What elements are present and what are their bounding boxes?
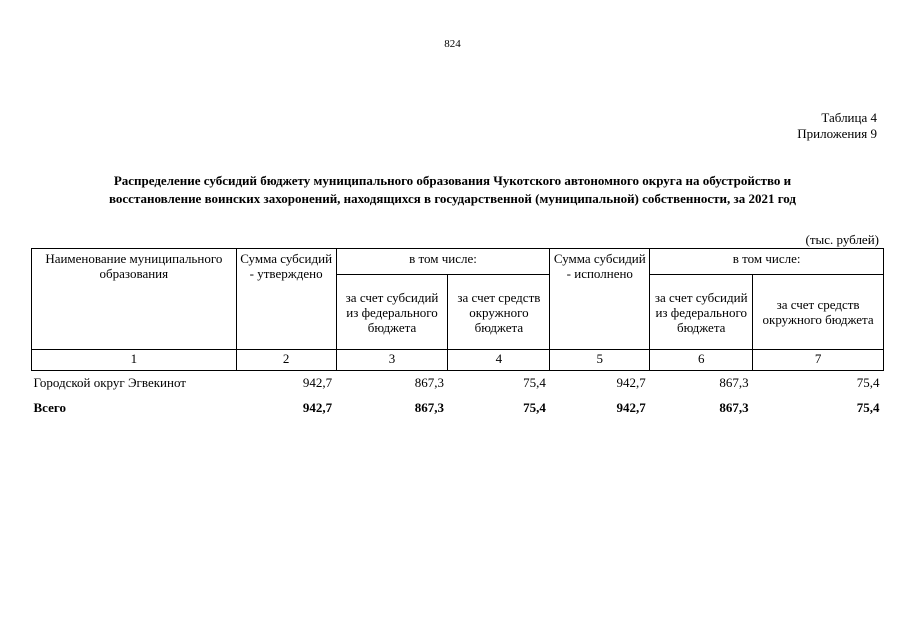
total-name: Всего xyxy=(33,399,66,415)
header-including-approved: в том числе: xyxy=(336,249,550,275)
table-reference xyxy=(797,110,877,142)
column-number-4: 4 xyxy=(448,350,550,371)
total-approved: 942,7 xyxy=(302,399,333,415)
total-executed: 942,7 xyxy=(616,399,646,415)
page-number: 824 xyxy=(444,38,461,50)
row-executed-federal: 867,3 xyxy=(719,374,749,390)
row-executed-district: 75,4 xyxy=(856,374,880,390)
header-approved-district: за счет средств окружного бюджета xyxy=(448,275,550,350)
column-number-1: 1 xyxy=(32,350,237,371)
total-executed-district: 75,4 xyxy=(856,399,880,415)
title-line2: восстановление воинских захоронений, находящихся в государственной (муниципальной) собственности, за 2021 год xyxy=(108,191,796,206)
total-approved-district: 75,4 xyxy=(523,399,546,415)
header-executed: Сумма субсидий - исполнено xyxy=(550,249,650,350)
units-label: (тыс. рублей) xyxy=(805,232,879,247)
column-number-2: 2 xyxy=(236,350,336,371)
row-approved: 942,7 xyxy=(302,374,333,390)
header-approved-federal: за счет субсидий из федерального бюджета xyxy=(336,275,448,350)
title-line1: Распределение субсидий бюджету муниципального образования Чукотского автономного округа на обустройство и xyxy=(113,173,792,188)
header-name: Наименование муниципального образования xyxy=(32,249,237,350)
header-including-executed: в том числе: xyxy=(650,249,884,275)
header-executed-federal: за счет субсидий из федерального бюджета xyxy=(650,275,753,350)
row-approved-federal: 867,3 xyxy=(414,374,444,390)
total-row xyxy=(32,393,884,418)
column-number-5: 5 xyxy=(550,350,650,371)
document-title xyxy=(40,172,865,208)
column-number-6: 6 xyxy=(650,350,753,371)
row-executed: 942,7 xyxy=(616,374,646,390)
table-row xyxy=(32,371,884,394)
total-approved-federal: 867,3 xyxy=(414,399,444,415)
table-ref-line2: Приложения 9 xyxy=(797,126,877,141)
row-name: Городской округ Эгвекинот xyxy=(33,374,186,390)
subsidy-table xyxy=(31,248,884,418)
column-number-3: 3 xyxy=(336,350,448,371)
row-approved-district: 75,4 xyxy=(523,374,546,390)
header-approved: Сумма субсидий - утверждено xyxy=(236,249,336,350)
header-executed-district: за счет средств окружного бюджета xyxy=(753,275,884,350)
column-number-7: 7 xyxy=(753,350,884,371)
total-executed-federal: 867,3 xyxy=(719,399,749,415)
table-ref-line1: Таблица 4 xyxy=(821,110,877,125)
